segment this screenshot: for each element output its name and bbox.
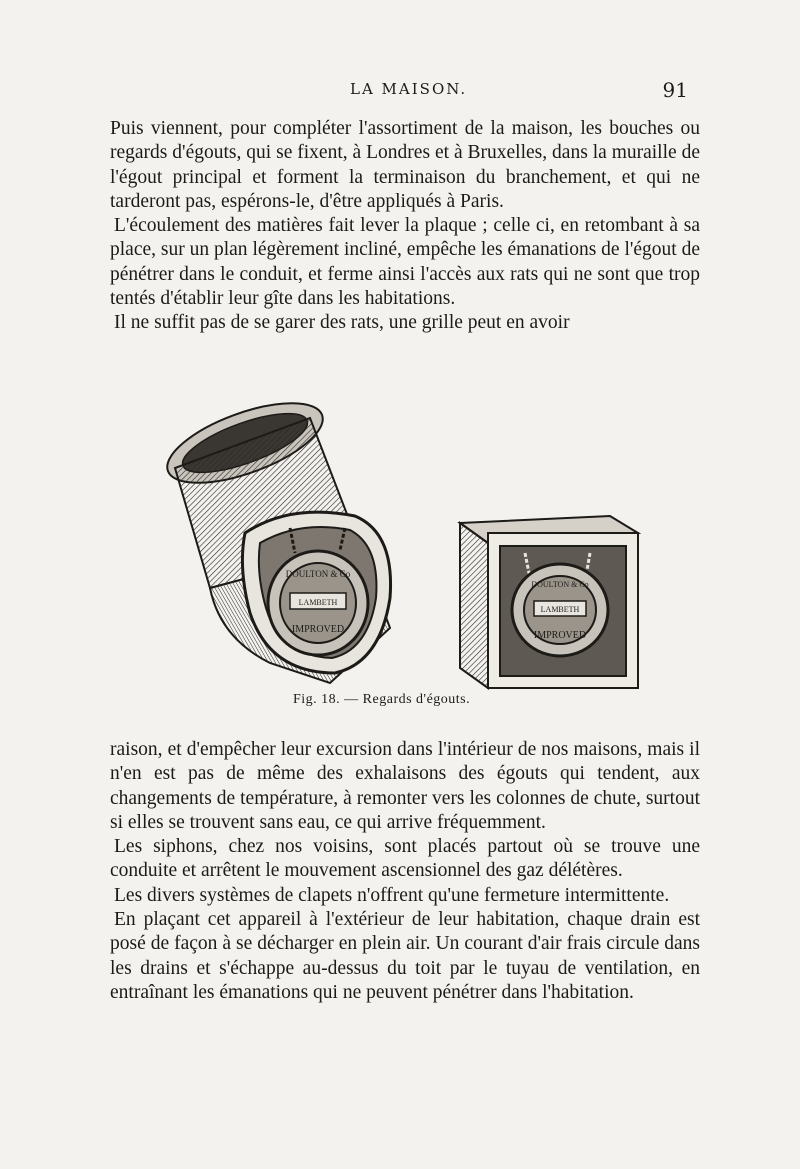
page-number: 91 [662,78,688,102]
box-trap-drawing [460,516,638,688]
sewer-trap-illustration [150,398,650,698]
plate-label-bottom: IMPROVED [533,630,587,641]
figure-caption: Fig. 18. — Regards d'égouts. [293,692,471,707]
paragraph: Puis viennent, pour compléter l'assortiment de la maison, les bouches ou regards d'égouts, qui se fixent, à Londres et à Bruxelles, dans la muraille de l'égout principal et forment la terminaison du branchement, et qui ne tarderont pas, espérons-le, d'être appliqués à Paris. [110,118,700,212]
plate-label-middle: LAMBETH [540,605,580,614]
plate-label-top: DOULTON & Co [285,569,351,579]
paragraph: L'écoulement des matières fait lever la plaque ; celle ci, en retombant à sa place, sur un plan légèrement incliné, empêche les émanations de l'égout de pénétrer dans le conduit, et ferme ainsi l'accès aux rats qui ne sont que trop tentés d'établir leur gîte dans les habitations. [110,215,700,310]
pipe-trap-drawing [158,398,391,683]
paragraph: Les divers systèmes de clapets n'offrent qu'une fermeture intermittente. [114,884,670,906]
text-block-bottom [110,738,700,1005]
running-header [110,80,700,108]
paragraph: Les siphons, chez nos voisins, sont placés partout où se trouve une conduite et arrêtent le mouvement ascensionnel des gaz délétères. [110,836,700,882]
text-block-top [110,117,700,336]
paragraph: En plaçant cet appareil à l'extérieur de leur habitation, chaque drain est posé de façon à se décharger en plein air. Un courant d'air frais circule dans les drains et s'échappe au-dessus du toit par le tuyau de ventilation, en entraînant les émanations qui ne peuvent pénétrer dans l'habitation. [110,909,700,1003]
plate-label-middle: LAMBETH [298,598,338,607]
plate-label-bottom: IMPROVED [291,624,345,635]
paragraph: raison, et d'empêcher leur excursion dans l'intérieur de nos maisons, mais il n'en est pas de même des exhalaisons des égouts qui tendent, aux changements de température, à remonter vers les colonnes de chute, surtout si elles se trouvent sans eau, ce qui arrive fréquemment. [110,739,700,833]
running-title: LA MAISON. [350,80,468,98]
plate-label-top: DOULTON & Co [531,580,589,589]
paragraph: Il ne suffit pas de se garer des rats, une grille peut en avoir [114,312,570,334]
